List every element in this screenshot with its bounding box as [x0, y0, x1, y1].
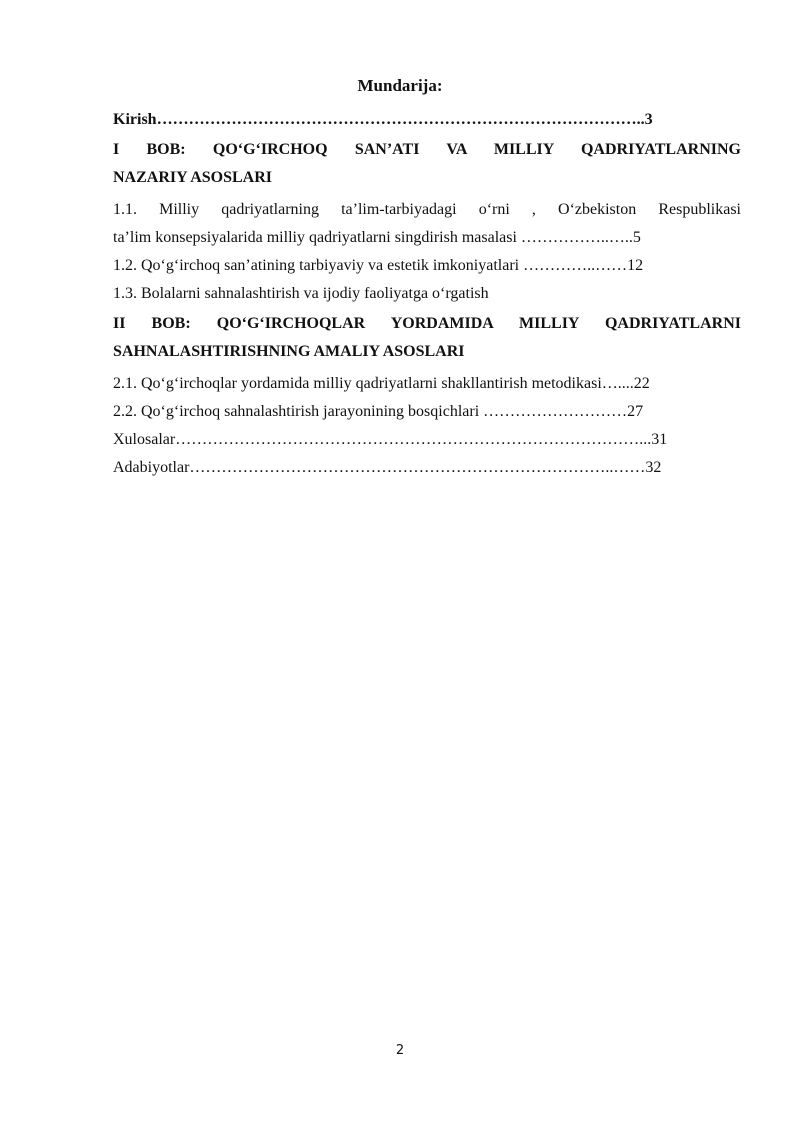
- table-of-contents: [113, 106, 741, 482]
- toc-entry-introduction: Kirish………………………………………………………………………………..3: [113, 111, 653, 128]
- toc-chapter-2-title-line2: SAHNALASHTIRISHNING AMALIY ASOSLARI: [113, 343, 465, 360]
- toc-entry-1-3: 1.3. Bolalarni sahnalashtirish va ijodiy faoliyatga o‘rgatish: [113, 285, 489, 302]
- page-title: Mundarija:: [357, 76, 443, 95]
- toc-chapter-1-title-line1: I BOB: QO‘G‘IRCHOQ SAN’ATI VA MILLIY QADRIYATLARNING: [113, 141, 741, 158]
- toc-entry-2-1: 2.1. Qo‘g‘irchoqlar yordamida milliy qadriyatlarni shakllantirish metodikasi…....22: [113, 375, 650, 392]
- toc-entry-1-1-line2: ta’lim konsepsiyalarida milliy qadriyatlarni singdirish masalasi ……………..…..5: [113, 229, 641, 246]
- toc-entry-references: Adabiyotlar……………………………………………………………………..……32: [113, 459, 662, 476]
- toc-chapter-1: [113, 136, 741, 192]
- toc-entry-2-2: 2.2. Qo‘g‘irchoq sahnalashtirish jarayonining bosqichlari ………………………27: [113, 403, 644, 420]
- page-number: 2: [395, 1043, 405, 1058]
- toc-entry-1-1: [113, 196, 741, 252]
- toc-chapter-2: [113, 310, 741, 366]
- toc-entry-1-2: 1.2. Qo‘g‘irchoq san’atining tarbiyaviy va estetik imkoniyatlari …………..……12: [113, 257, 644, 274]
- toc-entry-conclusions: Xulosalar……………………………………………………………………………...31: [113, 431, 668, 448]
- toc-chapter-1-title-line2: NAZARIY ASOSLARI: [113, 169, 272, 186]
- toc-chapter-2-title-line1: II BOB: QO‘G‘IRCHOQLAR YORDAMIDA MILLIY QADRIYATLARNI: [113, 315, 741, 332]
- toc-entry-1-1-line1: 1.1. Milliy qadriyatlarning ta’lim-tarbiyadagi o‘rni , O‘zbekiston Respublikasi: [113, 201, 741, 218]
